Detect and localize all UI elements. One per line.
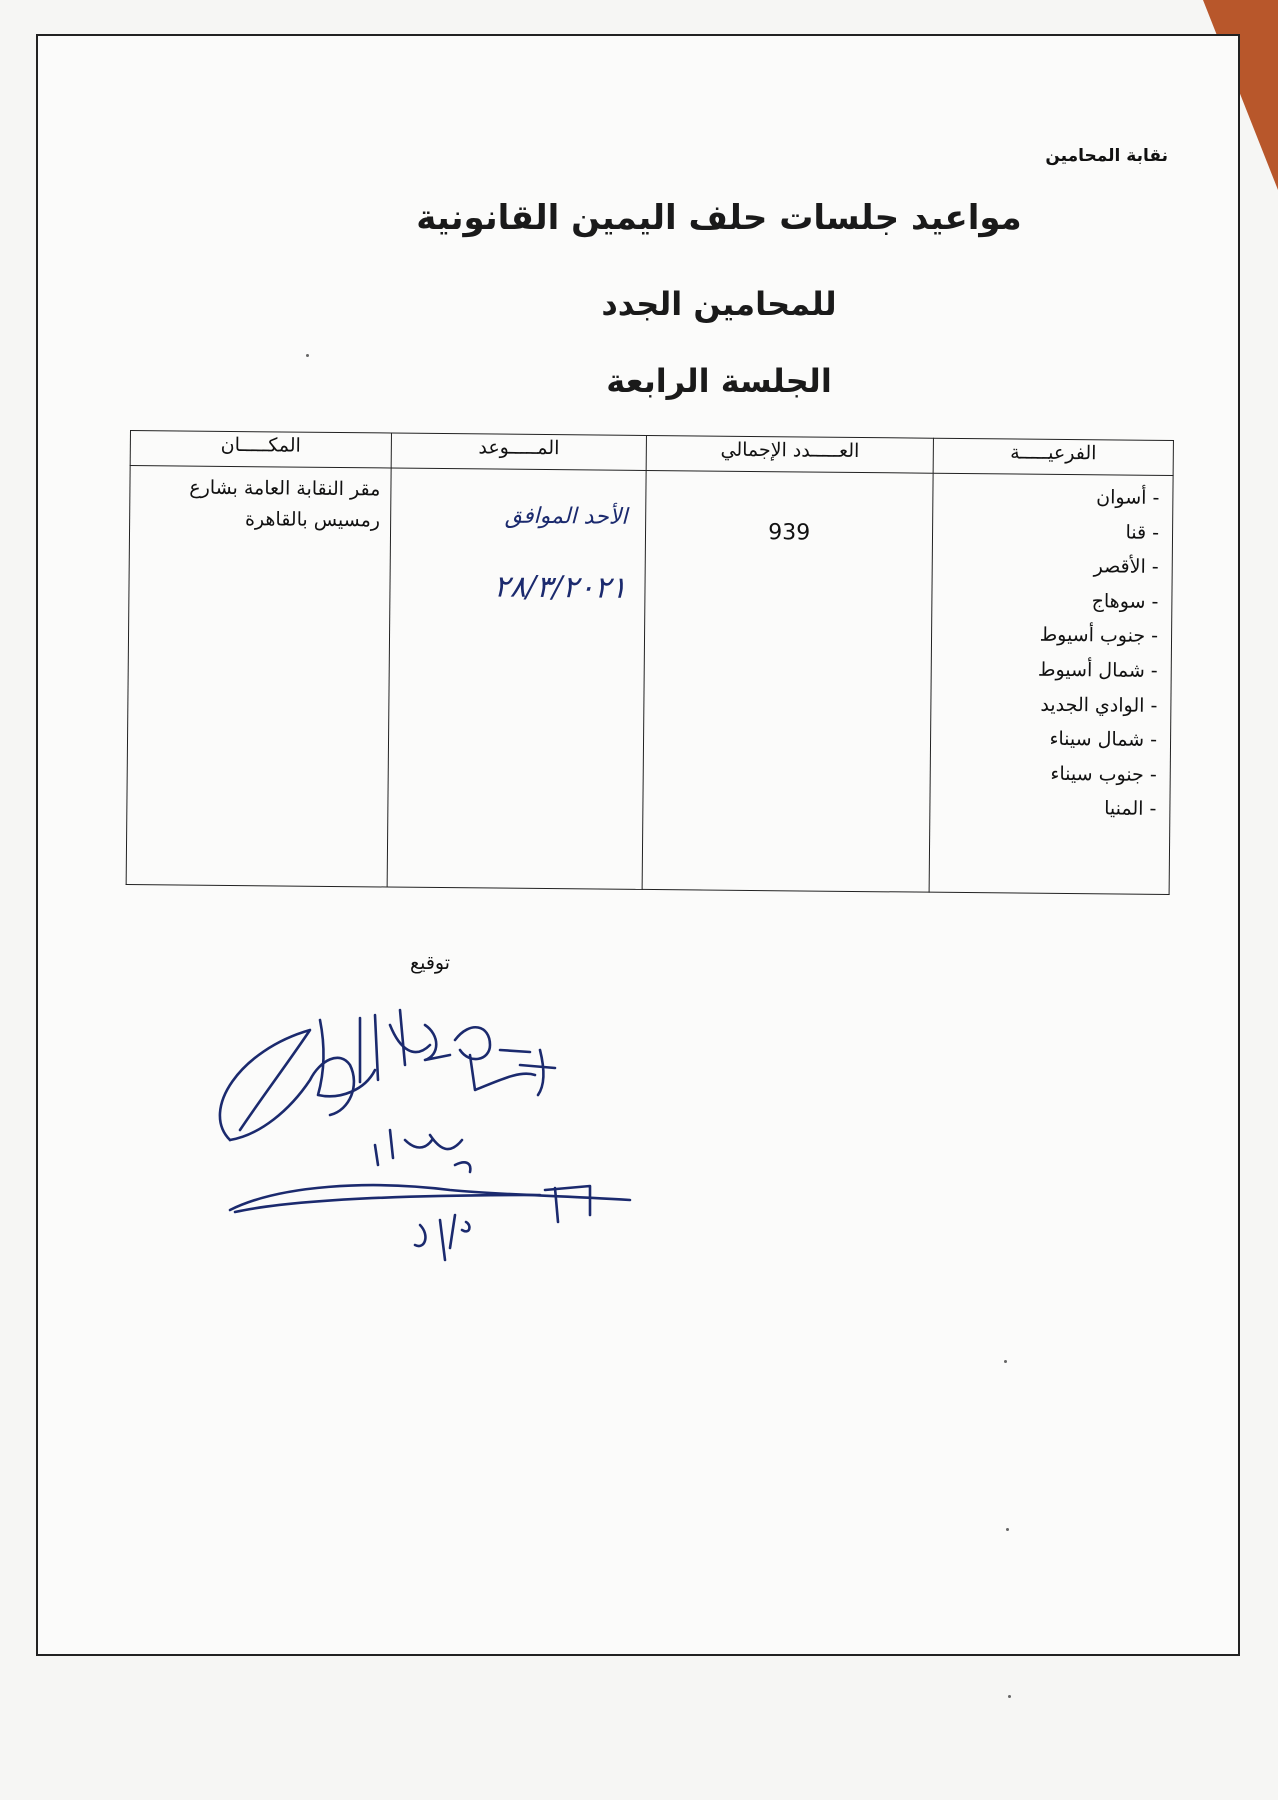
column-header-date: المـــــوعد — [391, 433, 647, 470]
list-item: - جنوب سيناء — [932, 755, 1157, 792]
document-title: مواعيد جلسات حلف اليمين القانونية — [416, 198, 1022, 238]
scan-speck — [1004, 1360, 1007, 1363]
document-subtitle: للمحامين الجدد — [601, 285, 837, 323]
signature-image — [200, 990, 640, 1290]
list-item: - شمال سيناء — [932, 721, 1157, 758]
handwritten-day: الأحد الموافق — [504, 503, 628, 530]
list-item: - أسوان — [934, 479, 1159, 516]
total-count: 939 — [642, 470, 933, 892]
signature-label: توقيع — [410, 952, 451, 974]
branch-list — [931, 479, 1171, 827]
list-item: - شمال أسيوط — [933, 652, 1158, 689]
list-item: - جنوب أسيوط — [933, 617, 1158, 654]
column-header-place: المكـــــان — [130, 431, 391, 469]
organization-name: نقابة المحامين — [1045, 146, 1168, 166]
scan-speck — [306, 354, 309, 357]
sessions-table — [126, 430, 1174, 895]
scan-speck — [1008, 1695, 1011, 1698]
list-item: - الوادي الجديد — [932, 686, 1157, 723]
session-title: الجلسة الرابعة — [606, 362, 832, 400]
branches-cell — [929, 473, 1173, 894]
column-header-branch: الفرعيـــــة — [933, 438, 1173, 475]
handwritten-date: ٢٨/٣/٢٠٢١ — [493, 569, 627, 606]
list-item: - المنيا — [931, 790, 1156, 827]
list-item: - الأقصر — [934, 548, 1159, 585]
scan-speck — [1006, 1528, 1009, 1531]
table-row — [126, 466, 1173, 895]
place-cell: مقر النقابة العامة بشارع رمسيس بالقاهرة — [126, 466, 391, 887]
date-cell — [387, 468, 646, 889]
list-item: - قنا — [934, 513, 1159, 550]
column-header-total: العـــــدد الإجمالي — [646, 435, 933, 473]
list-item: - سوهاج — [933, 583, 1158, 620]
